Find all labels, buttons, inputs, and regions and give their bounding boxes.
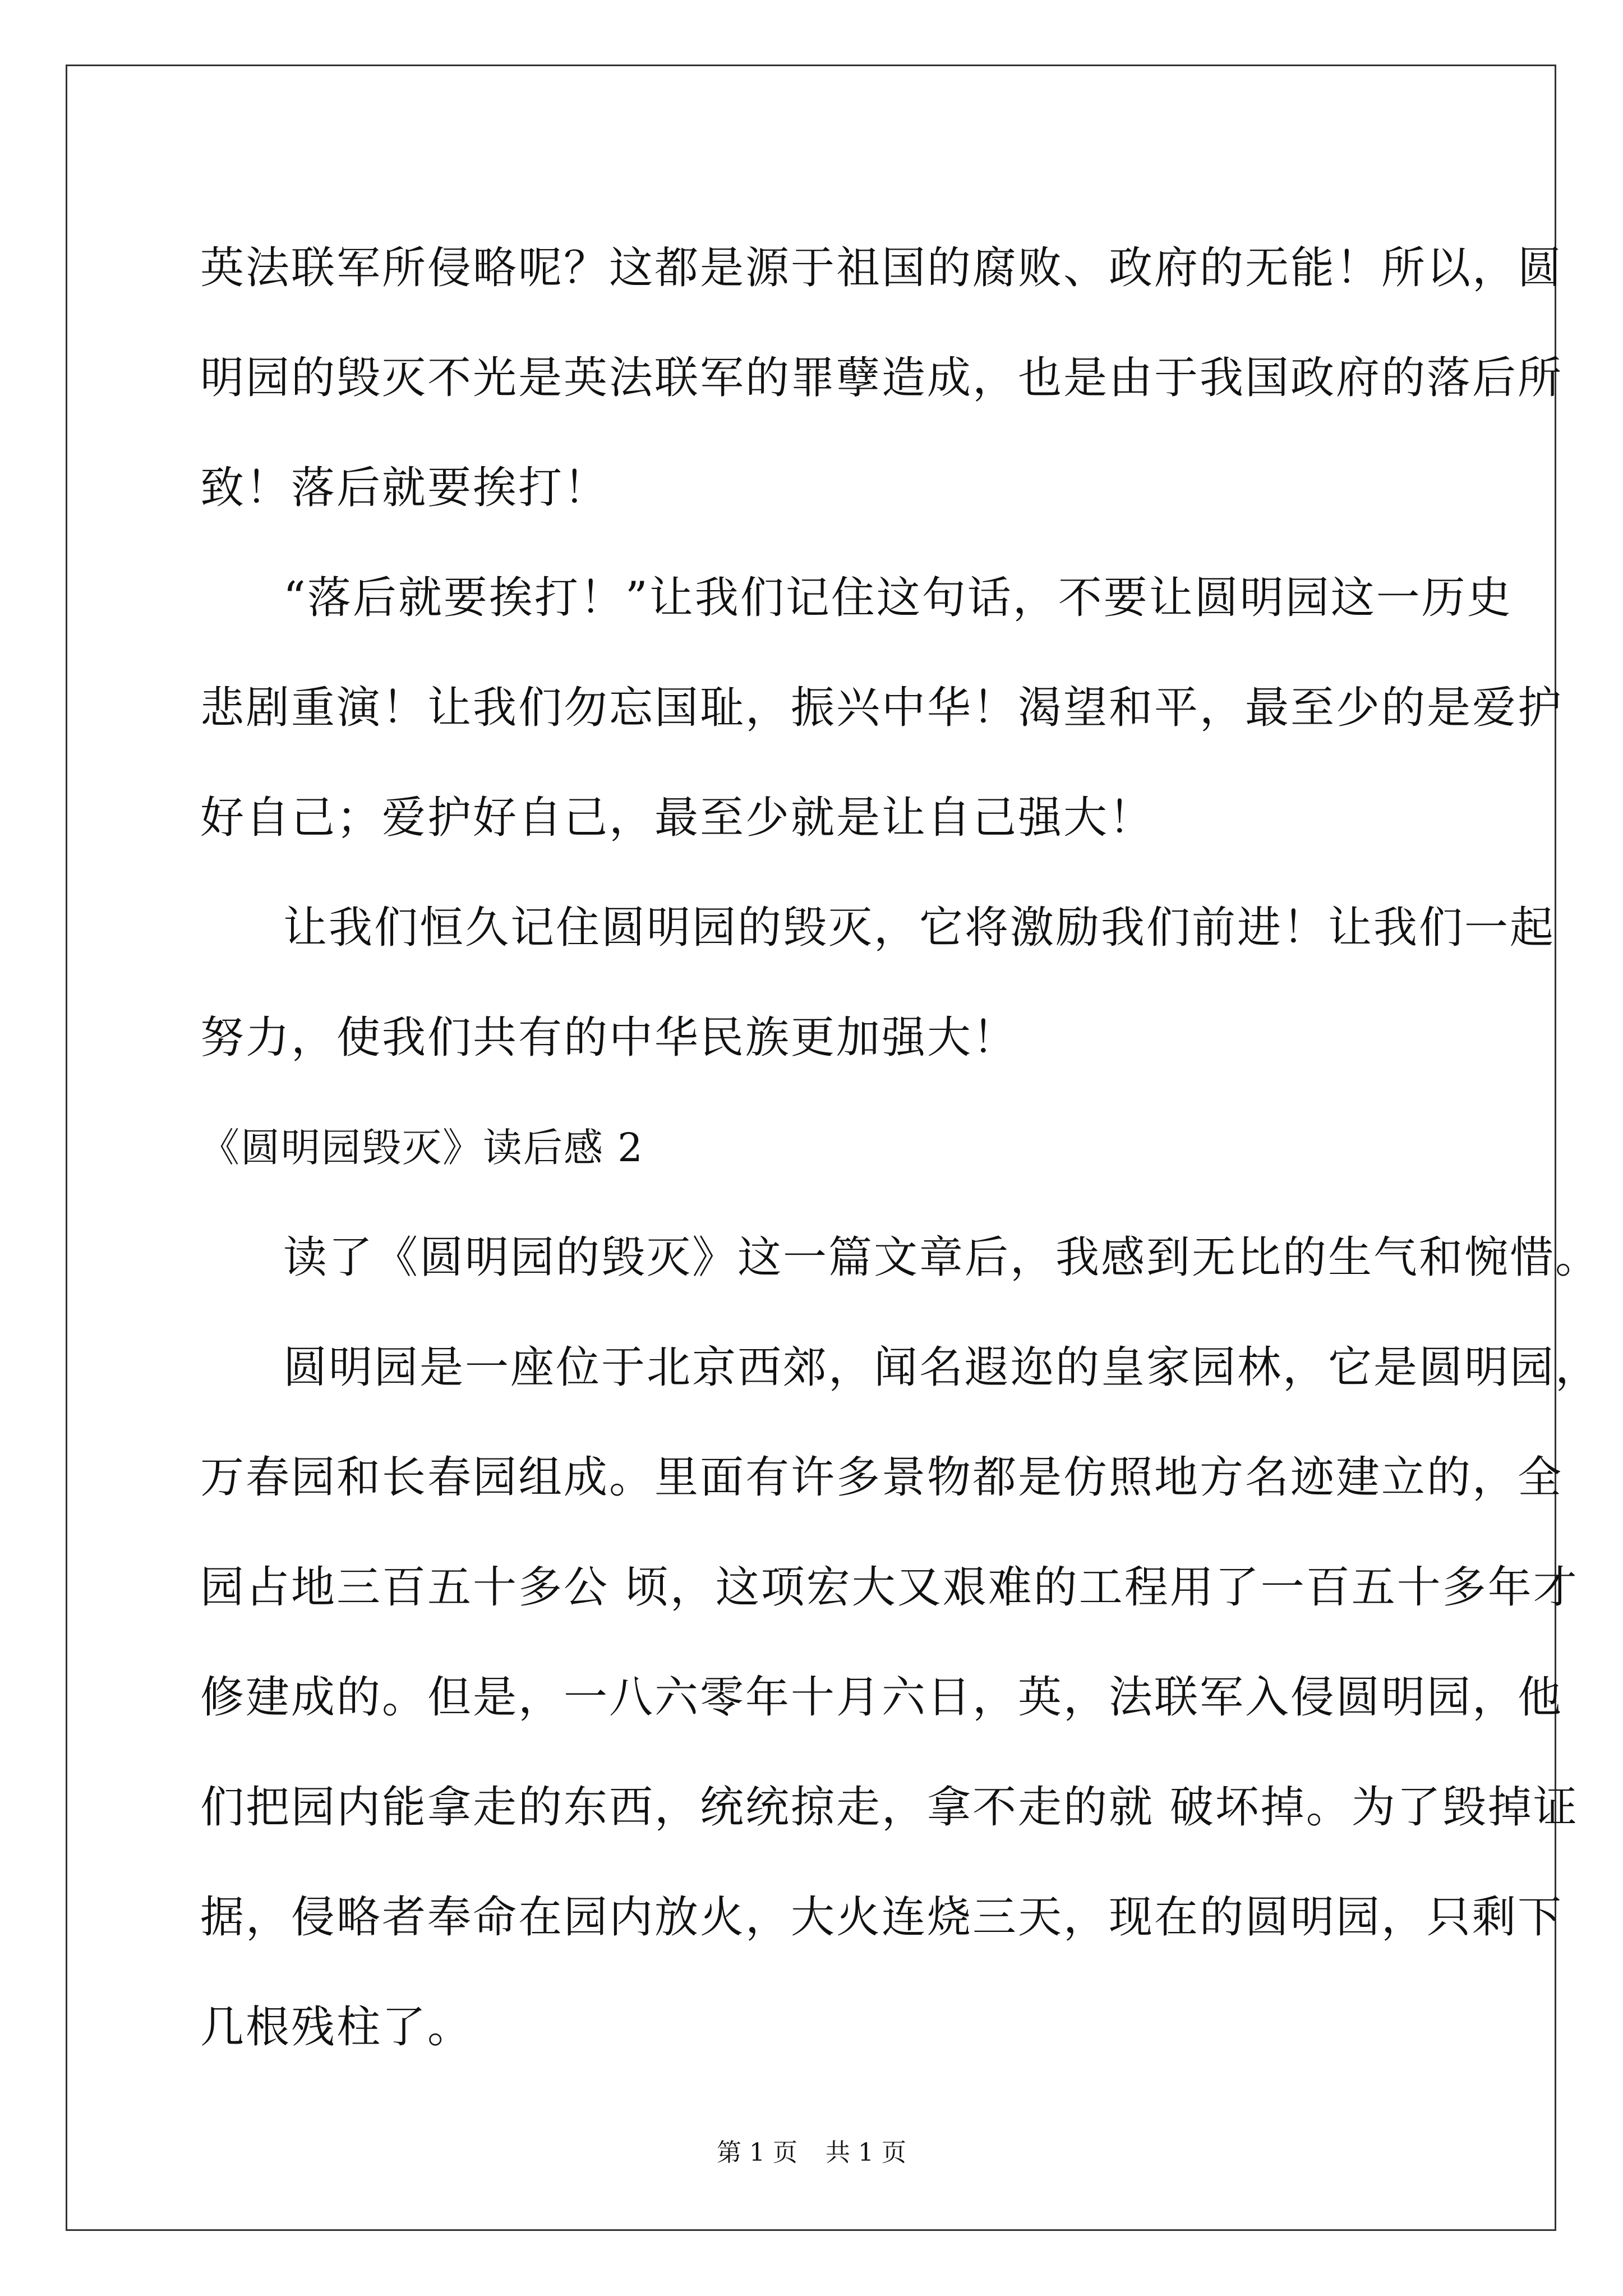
paragraph <box>200 543 1564 873</box>
page-number: 第 1 页 <box>717 2138 797 2167</box>
paragraph <box>200 213 1564 543</box>
document-body <box>200 213 1601 2082</box>
page-total: 共 1 页 <box>826 2138 906 2167</box>
text-line: 让我们恒久记住圆明园的毁灭，它将激励我们前进！让我们一起 <box>283 903 1556 953</box>
text-line: 致！落后就要挨打！ <box>200 463 610 513</box>
section-heading: 《圆明园毁灭》读后感 2 <box>200 1125 644 1171</box>
paragraph <box>200 1203 1601 1313</box>
paragraph <box>200 873 1556 1093</box>
text-line: 修建成的。但是，一八六零年十月六日，英，法联军入侵圆明园，他 <box>200 1672 1564 1723</box>
paragraph <box>200 1313 1601 2082</box>
text-line: 圆明园是一座位于北京西郊，闻名遐迩的皇家园林，它是圆明园， <box>283 1342 1601 1393</box>
text-line: 万春园和长春园组成。里面有许多景物都是仿照地方名迹建立的，全 <box>200 1452 1564 1503</box>
text-line: 几根残柱了。 <box>200 2002 473 2053</box>
text-line: 明园的毁灭不光是英法联军的罪孽造成，也是由于我国政府的落后所 <box>200 353 1564 403</box>
text-line: 据，侵略者奉命在园内放火，大火连烧三天，现在的圆明园，只剩下 <box>200 1892 1564 1943</box>
text-line: 努力，使我们共有的中华民族更加强大！ <box>200 1013 1018 1063</box>
text-line: 们把园内能拿走的东西，统统掠走，拿不走的就 破坏掉。为了毁掉证 <box>200 1782 1579 1833</box>
text-line: 悲剧重演！让我们勿忘国耻，振兴中华！渴望和平，最至少的是爱护 <box>200 683 1564 733</box>
page-footer <box>0 2136 1623 2170</box>
text-line: “落后就要挨打！”让我们记住这句话，不要让圆明园这一历史 <box>283 573 1513 623</box>
text-line: 园占地三百五十多公 顷，这项宏大又艰难的工程用了一百五十多年才 <box>200 1562 1579 1613</box>
text-line: 英法联军所侵略呢？这都是源于祖国的腐败、政府的无能！所以，圆 <box>200 243 1564 293</box>
text-line: 好自己；爱护好自己，最至少就是让自己强大！ <box>200 793 1155 843</box>
text-line: 读了《圆明园的毁灭》这一篇文章后，我感到无比的生气和惋惜。 <box>283 1232 1601 1283</box>
